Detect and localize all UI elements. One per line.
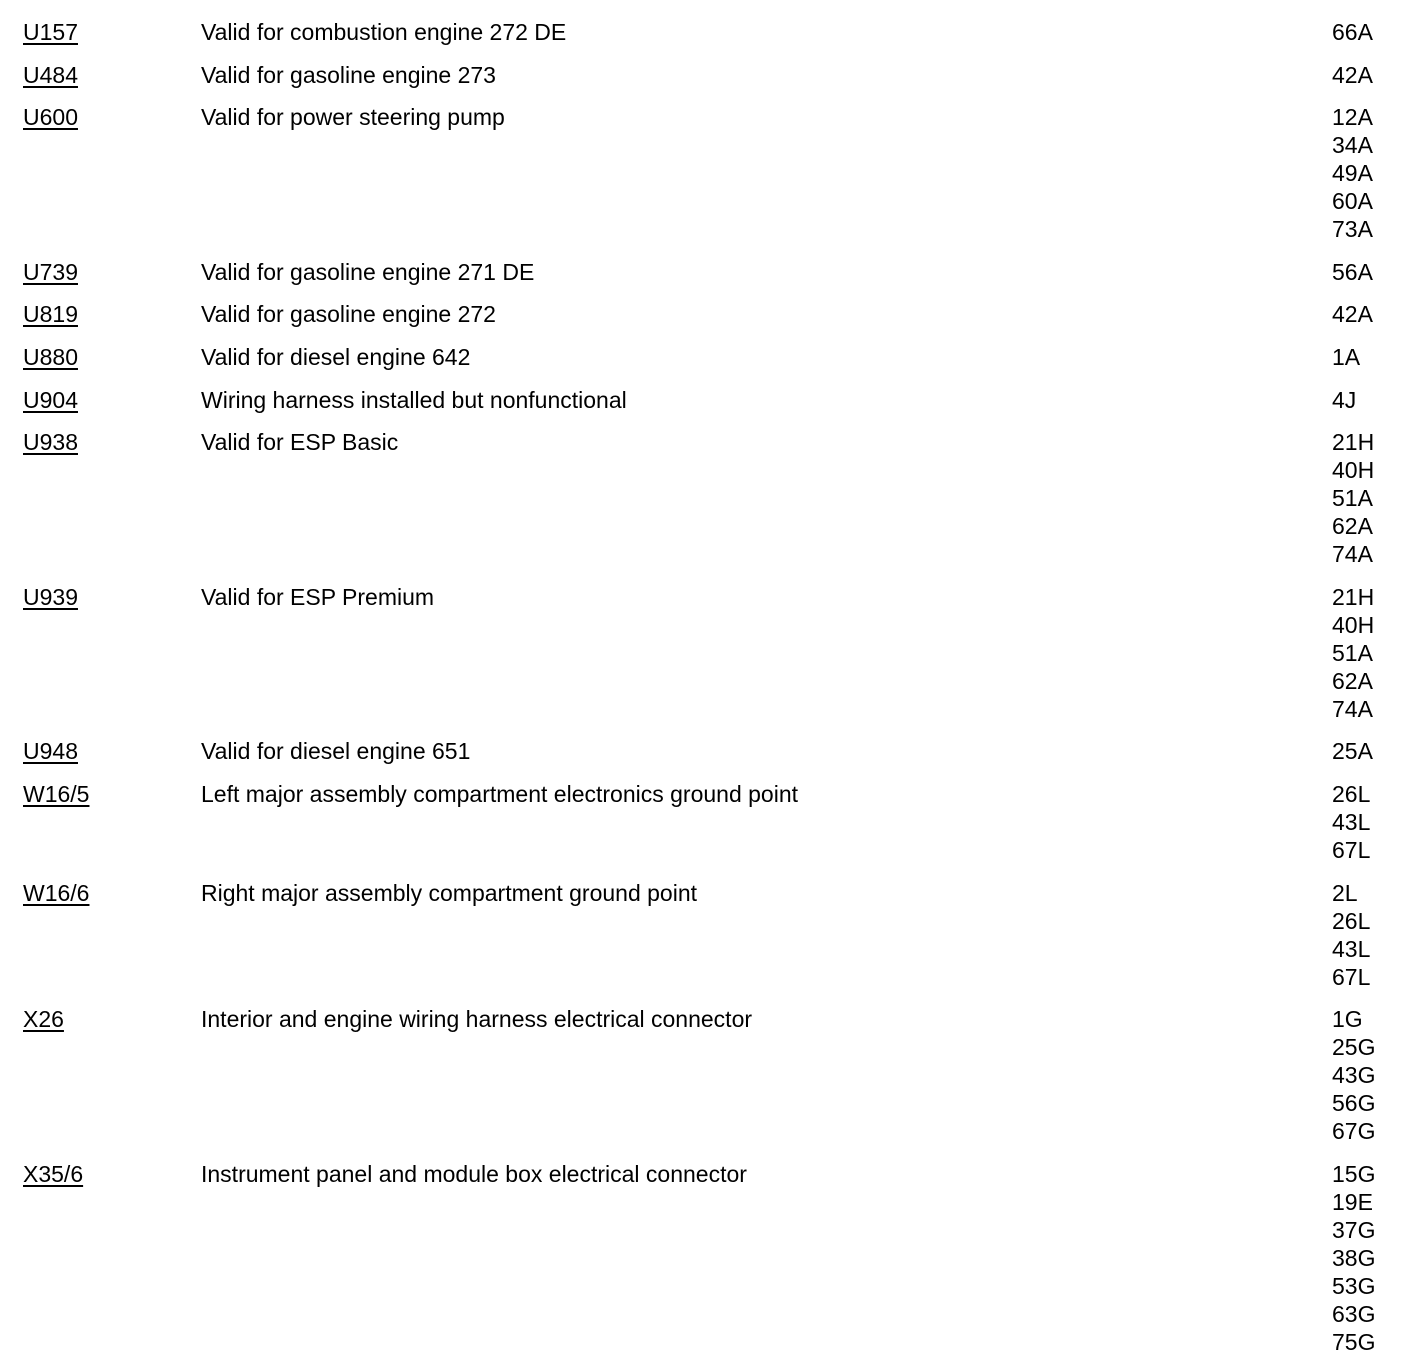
grid-coordinates <box>1332 1160 1375 1356</box>
component-code-link[interactable]: U948 <box>23 738 78 765</box>
grid-coordinates <box>1332 737 1373 765</box>
component-description: Valid for gasoline engine 271 DE <box>201 258 535 285</box>
component-code-link[interactable]: U157 <box>23 19 78 45</box>
grid-coordinate: 53G <box>1332 1272 1376 1299</box>
grid-coordinate: 67L <box>1332 837 1371 863</box>
grid-coordinate: 21H <box>1332 583 1375 610</box>
grid-coordinate: 37G <box>1332 1216 1376 1243</box>
grid-coordinate: 74A <box>1332 695 1373 722</box>
grid-coordinate: 15G <box>1332 1160 1376 1187</box>
grid-coordinate: 25A <box>1332 738 1373 765</box>
grid-coordinates <box>1332 879 1370 991</box>
grid-coordinate: 25G <box>1332 1034 1376 1061</box>
grid-coordinate: 40H <box>1332 457 1375 484</box>
component-description: Valid for ESP Basic <box>201 429 399 456</box>
grid-coordinate: 62A <box>1332 667 1373 694</box>
grid-coordinate: 1A <box>1332 344 1361 370</box>
component-code-link[interactable]: U819 <box>23 301 78 328</box>
grid-coordinate: 67L <box>1332 963 1371 990</box>
grid-coordinate: 56A <box>1332 258 1373 285</box>
grid-coordinate: 4J <box>1332 386 1357 413</box>
component-description: Wiring harness installed but nonfunctional <box>201 386 627 413</box>
legend-row <box>0 780 1408 864</box>
component-description: Valid for ESP Premium <box>201 583 435 610</box>
legend-row <box>0 737 1408 765</box>
component-code-link[interactable]: U938 <box>23 429 78 456</box>
grid-coordinates <box>1332 1005 1375 1145</box>
legend-row <box>0 103 1408 243</box>
grid-coordinate: 51A <box>1332 639 1373 666</box>
grid-coordinate: 49A <box>1332 160 1373 187</box>
grid-coordinates <box>1332 61 1373 89</box>
grid-coordinate: 73A <box>1332 216 1373 243</box>
legend-row <box>0 386 1408 414</box>
grid-coordinate: 26L <box>1332 781 1371 807</box>
grid-coordinate: 19E <box>1332 1188 1373 1215</box>
grid-coordinates <box>1332 103 1373 243</box>
component-code-link[interactable]: U939 <box>23 583 78 610</box>
component-code-link[interactable]: W16/5 <box>23 781 90 807</box>
grid-coordinate: 43L <box>1332 935 1371 962</box>
grid-coordinate: 74A <box>1332 541 1373 568</box>
grid-coordinates <box>1332 258 1373 286</box>
grid-coordinates <box>1332 386 1356 414</box>
grid-coordinate: 63G <box>1332 1300 1376 1327</box>
grid-coordinate: 12A <box>1332 104 1373 131</box>
component-code-link[interactable]: X26 <box>23 1006 64 1033</box>
legend-row <box>0 258 1408 286</box>
grid-coordinates <box>1332 780 1370 864</box>
component-description: Valid for combustion engine 272 DE <box>201 19 567 45</box>
component-code-link[interactable]: U904 <box>23 386 78 413</box>
grid-coordinates <box>1332 583 1374 723</box>
component-description: Instrument panel and module box electrical connector <box>201 1160 747 1187</box>
component-code-link[interactable]: X35/6 <box>23 1160 84 1187</box>
grid-coordinate: 2L <box>1332 879 1358 906</box>
grid-coordinate: 60A <box>1332 188 1373 215</box>
component-description: Left major assembly compartment electronics ground point <box>201 781 799 807</box>
grid-coordinate: 40H <box>1332 611 1375 638</box>
component-code-link[interactable]: W16/6 <box>23 879 90 906</box>
grid-coordinate: 26L <box>1332 907 1371 934</box>
grid-coordinate: 51A <box>1332 485 1373 512</box>
grid-coordinate: 1G <box>1332 1006 1363 1033</box>
legend-row <box>0 583 1408 723</box>
grid-coordinates <box>1332 18 1373 46</box>
legend-row <box>0 300 1408 328</box>
legend-row <box>0 343 1408 371</box>
legend-row <box>0 879 1408 991</box>
legend-row <box>0 1160 1408 1356</box>
legend-row <box>0 18 1408 46</box>
component-code-link[interactable]: U880 <box>23 344 78 370</box>
legend-row <box>0 61 1408 89</box>
component-description: Valid for power steering pump <box>201 104 505 131</box>
grid-coordinate: 62A <box>1332 513 1373 540</box>
grid-coordinate: 34A <box>1332 132 1373 159</box>
grid-coordinate: 43L <box>1332 809 1371 835</box>
grid-coordinate: 43G <box>1332 1062 1376 1089</box>
grid-coordinate: 38G <box>1332 1244 1376 1271</box>
component-description: Valid for diesel engine 642 <box>201 344 471 370</box>
grid-coordinate: 42A <box>1332 61 1373 88</box>
grid-coordinate: 21H <box>1332 429 1375 456</box>
grid-coordinate: 67G <box>1332 1118 1376 1145</box>
grid-coordinates <box>1332 343 1360 371</box>
component-description: Valid for gasoline engine 273 <box>201 61 496 88</box>
grid-coordinate: 75G <box>1332 1328 1376 1355</box>
grid-coordinate: 56G <box>1332 1090 1376 1117</box>
grid-coordinates <box>1332 300 1373 328</box>
grid-coordinate: 42A <box>1332 301 1373 328</box>
legend-row <box>0 1005 1408 1145</box>
component-description: Valid for gasoline engine 272 <box>201 301 496 328</box>
component-code-link[interactable]: U484 <box>23 61 78 88</box>
component-code-link[interactable]: U600 <box>23 104 78 131</box>
grid-coordinate: 66A <box>1332 19 1373 45</box>
legend-row <box>0 428 1408 568</box>
component-description: Right major assembly compartment ground point <box>201 879 698 906</box>
component-code-link[interactable]: U739 <box>23 258 78 285</box>
component-description: Interior and engine wiring harness electrical connector <box>201 1006 753 1033</box>
component-description: Valid for diesel engine 651 <box>201 738 471 765</box>
grid-coordinates <box>1332 428 1374 568</box>
